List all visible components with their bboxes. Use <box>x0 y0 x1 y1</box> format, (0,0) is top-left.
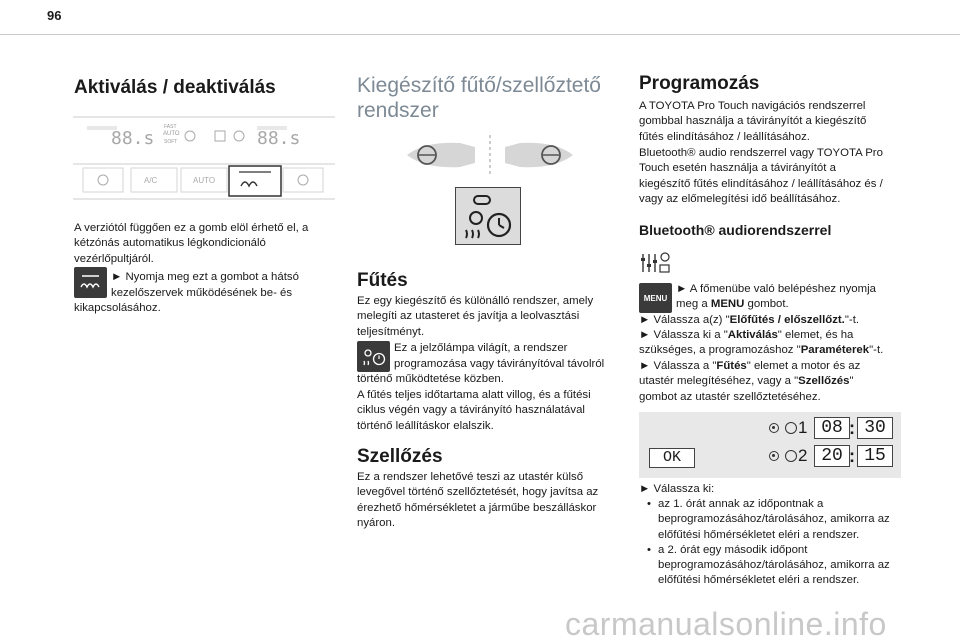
steering-wheels-illustration <box>405 133 575 177</box>
step2-pre: ► Válassza a(z) " <box>639 314 730 326</box>
watermark: carmanualsonline.info <box>565 606 887 642</box>
heading-programozas: Programozás <box>639 73 760 94</box>
col1-para1: A verziótól függően ez a gomb elöl érhető el, a kétzónás automatikus légkondicionáló vezérlőpultjáról. <box>74 222 309 265</box>
step4-post: " gombot az utastér szellőztetéséhez. <box>639 375 854 403</box>
step3-post: "-t. <box>869 344 884 357</box>
futes-para1: Ez egy kiegészítő és különálló rendszer, amely melegíti az utasteret és javítja a leolvasztási teljesítményt. <box>357 295 594 338</box>
col1-para2-line3: kikapcsolásához. <box>74 302 161 314</box>
timer-row1-colon: : <box>849 418 855 438</box>
heading-futes: Fűtés <box>357 270 408 291</box>
step1-pre: meg a <box>676 298 711 310</box>
step4 <box>639 359 894 405</box>
timer-row1-minutes: 30 <box>857 417 893 439</box>
top-rule <box>0 34 960 35</box>
timer-row1-number: 1 <box>798 418 808 437</box>
panel-right-display: 88.s <box>257 128 301 149</box>
clock-bullet-list <box>645 497 895 589</box>
heater-timer-icon <box>455 187 521 245</box>
page-number: 96 <box>47 8 62 23</box>
futes-para2-line1: Ez a jelzőlámpa világít, a rendszer <box>394 342 568 354</box>
heading-aux-heater-line1: Kiegészítő fűtő/szellőztető <box>357 74 601 97</box>
heading-szellozes: Szellőzés <box>357 446 443 467</box>
step4-pre: ► Válassza a " <box>639 360 717 372</box>
step3-pre: ► Válassza ki a " <box>639 329 728 341</box>
indicator-lamp-icon <box>357 341 390 372</box>
step4-bold: Fűtés <box>716 360 747 372</box>
step4-bold2: Szellőzés <box>798 375 850 388</box>
select-label: ► Válassza ki: <box>639 483 715 495</box>
timer-row2-hours: 20 <box>814 445 850 467</box>
radio-dot-icon <box>769 423 779 433</box>
step3-bold: Aktiválás <box>727 329 778 341</box>
col1-para2-line1: ► Nyomja meg ezt a gombot a hátsó <box>111 271 299 283</box>
step2-bold: Előfűtés / előszellőzt. <box>729 314 845 326</box>
panel-auto-button: AUTO <box>193 176 216 185</box>
panel-soft-label: SOFT <box>164 139 178 145</box>
programozas-intro: A TOYOTA Pro Touch navigációs rendszerrel gombbal használja a távirányítót a kiegészítő fűtés elindításához / leállításához. <box>639 100 867 143</box>
step2 <box>639 313 894 328</box>
audio-system-icon <box>639 250 671 274</box>
panel-fast-label: FAST <box>164 124 177 130</box>
szellozes-para: Ez a rendszer lehetővé teszi az utastér külső levegővel történő szellőztetését, hogy javítsa az érezhető hőmérsékletet a járműbe beszálláskor nyáron. <box>357 471 599 529</box>
step2-post: "-t. <box>844 314 860 326</box>
step1-line1: ► A főmenübe való belépéshez nyomja <box>676 283 876 295</box>
menu-button-icon: MENU <box>639 283 672 313</box>
step4-mid: " elemet a motor és az utastér melegítéséhez, vagy a " <box>639 360 861 388</box>
step3-bold2: Paraméterek <box>800 344 870 357</box>
step1-line2 <box>676 297 896 312</box>
timer-row2-minutes: 15 <box>857 445 893 467</box>
futes-para3: A fűtés teljes időtartama alatt villog, és a fűtési ciklus végén vagy a távirányító használatával történő leállításkor elalszik. <box>357 389 591 432</box>
timer-display <box>639 412 901 478</box>
heading-bluetooth: Bluetooth® audiorendszerrel <box>639 222 832 238</box>
step1-bold: MENU <box>710 298 745 310</box>
col1-para2-line2: kezelőszervek működésének be- és <box>111 287 293 299</box>
clock-icon <box>785 450 797 462</box>
clock-icon <box>785 422 797 434</box>
timer-row2-number: 2 <box>798 446 808 465</box>
climate-panel-illustration <box>73 116 335 200</box>
panel-left-display: 88.s <box>111 128 155 149</box>
list-item: • az 1. órát annak az időpontnak a beprogramozásához/tárolásához, amikorra az előfűtési hőmérsékletet eléri a rendszer. <box>645 497 895 543</box>
rear-controls-icon <box>74 267 107 298</box>
futes-para2-line3: történő működtetése közben. <box>357 373 504 385</box>
timer-row2-colon: : <box>849 446 855 466</box>
step3-mid: " elemet, és ha szükséges, a programozáshoz " <box>639 329 854 357</box>
step3 <box>639 328 894 359</box>
list-item: • a 2. órát egy második időpont beprogramozásához/tárolásához, amikorra az előfűtési hőmérsékletet eléri a rendszer. <box>645 543 895 589</box>
panel-auto-label: AUTO <box>163 131 180 137</box>
heading-aux-heater-line2: rendszer <box>357 99 439 122</box>
programozas-intro2: Bluetooth® audio rendszerrel vagy TOYOTA Pro Touch esetén használja a távirányítót a kiegészítő fűtés elindításához / leállításához és / vagy az előmelegítési idő beállításához. <box>639 147 883 205</box>
ok-button-image: OK <box>649 448 695 468</box>
heading-activation: Aktiválás / deaktiválás <box>74 77 276 98</box>
panel-ac-label: A/C <box>144 176 158 185</box>
futes-para2-line2: programozása vagy távirányítóval távolról <box>394 358 605 370</box>
timer-row1-hours: 08 <box>814 417 850 439</box>
step1-post: gombot. <box>744 298 789 310</box>
radio-dot-icon <box>769 451 779 461</box>
